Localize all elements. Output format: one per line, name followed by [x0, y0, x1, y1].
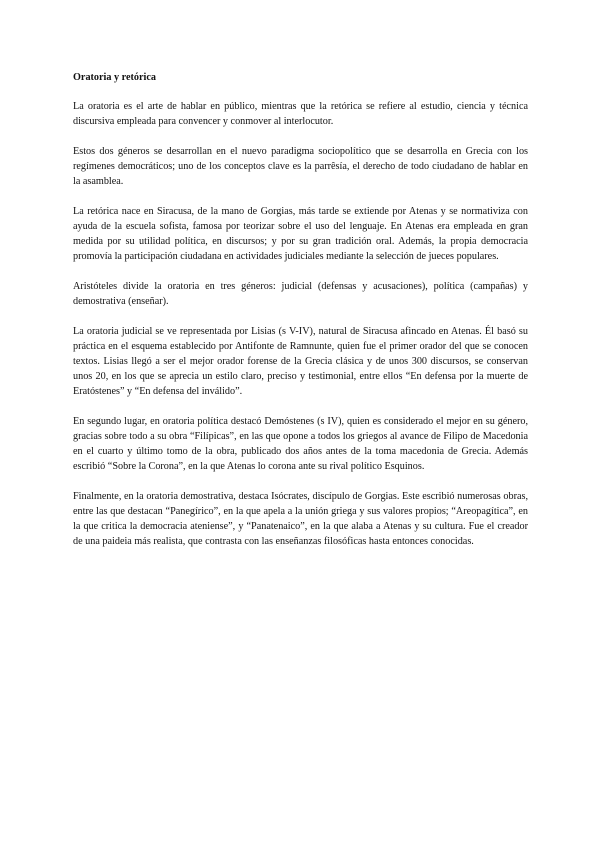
document-title: Oratoria y retórica [73, 72, 156, 83]
paragraph-political-oratory: En segundo lugar, en oratoria política destacó Demóstenes (s IV), quien es considerado el mejor en su género, gracias sobre todo a su obra “Filípicas”, en las que opone a todos los griegos al avance de Filipo de Macedonia en el cuarto y último tomo de la obra, publicado dos años antes de la toma macedonia de Grecia. Además escribió “Sobre la Corona”, en la que Atenas lo corona ante su rival político Esquinos. [73, 416, 528, 472]
document-body [73, 70, 528, 564]
paragraph-genres-context: Estos dos géneros se desarrollan en el nuevo paradigma sociopolítico que se desarrolla en Grecia con los regímenes democráticos; uno de los conceptos clave es la parrêsía, el derecho de todo ciudadano de hablar en la asamblea. [73, 146, 528, 187]
paragraph-intro: La oratoria es el arte de hablar en público, mientras que la retórica se refiere al estudio, ciencia y técnica discursiva empleada para convencer y conmover al interlocutor. [73, 101, 528, 127]
paragraph-rhetoric-origin: La retórica nace en Siracusa, de la mano de Gorgias, más tarde se extiende por Atenas y se normativiza con ayuda de la escuela sofista, famosa por teorizar sobre el uso del lenguaje. En Atenas era empleada en gran medida por su utilidad política, en discursos; y por su gran tradición oral. Además, la propia democracia promovía la participación ciudadana en actividades judiciales mediante la selección de jueces populares. [73, 206, 528, 262]
paragraph-aristotle-genres: Aristóteles divide la oratoria en tres géneros: judicial (defensas y acusaciones), política (campañas) y demostrativa (enseñar). [73, 281, 528, 307]
paragraph-demonstrative-oratory: Finalmente, en la oratoria demostrativa, destaca Isócrates, discípulo de Gorgias. Este escribió numerosas obras, entre las que destacan “Panegírico”, en la que apela a la unión griega y sus valores propios; “Areopagítica”, en la que critica la democracia ateniense”, y “Panatenaico”, en la que alaba a Atenas y su cultura. Fue el creador de una paideia más realista, que contrasta con las enseñanzas filosóficas hasta entonces conocidas. [73, 491, 528, 547]
paragraph-judicial-oratory: La oratoria judicial se ve representada por Lisias (s V-IV), natural de Siracusa afincado en Atenas. Él basó su práctica en el esquema establecido por Antifonte de Ramnunte, quien fue el primer orador del que se conocen textos. Lisias llegó a ser el mejor orador forense de la Grecia clásica y de unos 300 discursos, se conservan unos 20, en los que se aprecia un estilo claro, preciso y testimonial, entre ellos “En defensa por la muerte de Eratóstenes” y “En defensa del inválido”. [73, 326, 528, 397]
